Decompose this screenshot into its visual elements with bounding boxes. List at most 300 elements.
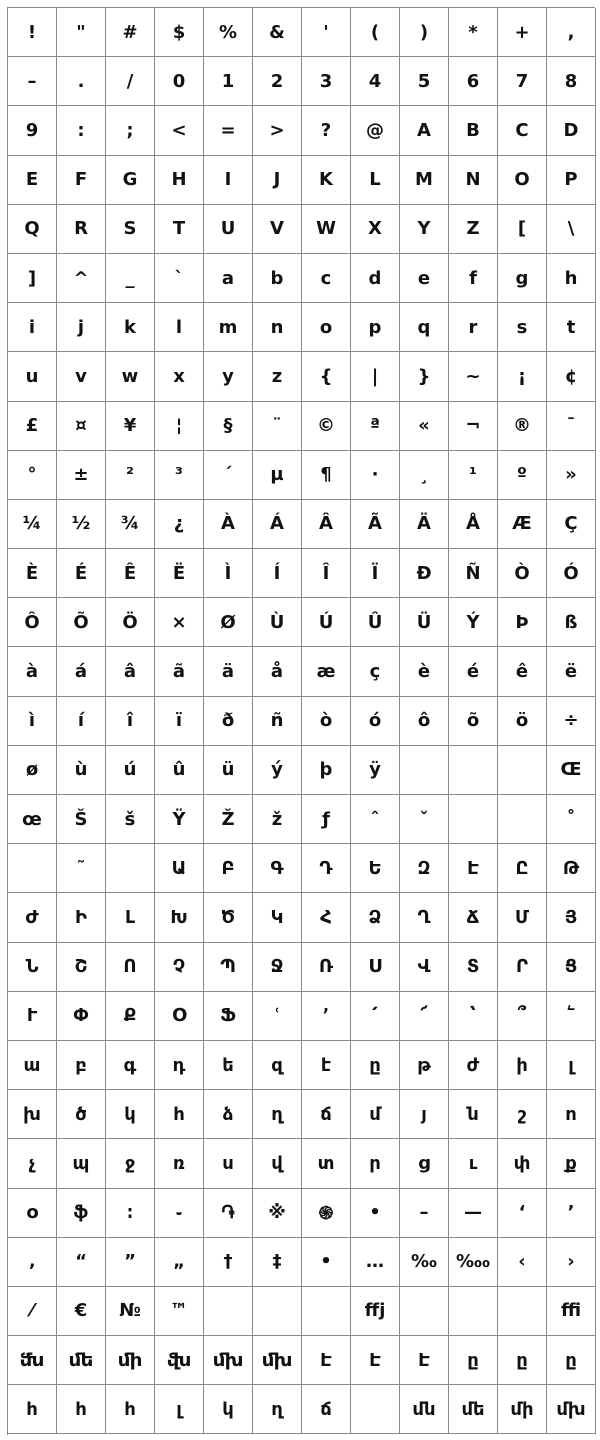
glyph-cell: ﬗ — [253, 1336, 302, 1385]
glyph-cell: շ — [498, 1090, 547, 1139]
glyph-cell — [449, 1287, 498, 1336]
glyph-cell: x — [155, 352, 204, 401]
glyph-cell: H — [155, 156, 204, 205]
glyph-cell: P — [547, 156, 596, 205]
glyph-cell — [302, 1287, 351, 1336]
glyph-cell: վ — [253, 1139, 302, 1188]
glyph-cell: — — [449, 1189, 498, 1238]
glyph-cell: ՛ — [351, 992, 400, 1041]
glyph-cell: ղ — [253, 1385, 302, 1434]
glyph-cell — [498, 746, 547, 795]
glyph-cell: ñ — [253, 697, 302, 746]
glyph-cell: ã — [155, 647, 204, 696]
glyph-cell: « — [400, 402, 449, 451]
glyph-cell: Խ — [155, 893, 204, 942]
glyph-cell: ճ — [302, 1385, 351, 1434]
glyph-cell: ¡ — [498, 352, 547, 401]
glyph-cell: ՝ — [449, 992, 498, 1041]
glyph-cell: V — [253, 205, 302, 254]
glyph-cell: ƒ — [302, 795, 351, 844]
glyph-cell: : — [57, 106, 106, 155]
glyph-cell: š — [106, 795, 155, 844]
glyph-cell — [204, 1287, 253, 1336]
glyph-cell: Ջ — [253, 943, 302, 992]
glyph-cell: ] — [8, 254, 57, 303]
glyph-cell: Z — [449, 205, 498, 254]
glyph-cell: ç — [351, 647, 400, 696]
glyph-cell: ß — [547, 598, 596, 647]
glyph-cell: Û — [351, 598, 400, 647]
glyph-cell: t — [547, 303, 596, 352]
glyph-cell: × — [155, 598, 204, 647]
glyph-cell: J — [253, 156, 302, 205]
glyph-cell: Ì — [204, 549, 253, 598]
glyph-cell: _ — [106, 254, 155, 303]
glyph-cell: ¢ — [547, 352, 596, 401]
glyph-cell: ﬓ — [8, 1336, 57, 1385]
glyph-cell: ' — [302, 8, 351, 57]
glyph-cell: n — [253, 303, 302, 352]
glyph-cell: / — [106, 57, 155, 106]
glyph-cell: Ֆ — [204, 992, 253, 1041]
glyph-cell: & — [253, 8, 302, 57]
glyph-cell: q — [400, 303, 449, 352]
glyph-cell: Է — [449, 844, 498, 893]
glyph-cell: Պ — [204, 943, 253, 992]
glyph-cell: ¬ — [449, 402, 498, 451]
glyph-cell: ® — [498, 402, 547, 451]
glyph-cell — [400, 1287, 449, 1336]
glyph-cell: õ — [449, 697, 498, 746]
glyph-cell: p — [351, 303, 400, 352]
glyph-cell: Ճ — [449, 893, 498, 942]
glyph-cell: Y — [400, 205, 449, 254]
glyph-cell: ± — [57, 451, 106, 500]
glyph-cell: ï — [155, 697, 204, 746]
glyph-cell: Փ — [57, 992, 106, 1041]
glyph-cell: í — [57, 697, 106, 746]
glyph-cell: $ — [155, 8, 204, 57]
glyph-cell: ä — [204, 647, 253, 696]
glyph-cell: ù — [57, 746, 106, 795]
glyph-cell: M — [400, 156, 449, 205]
glyph-cell: ﬖ — [155, 1336, 204, 1385]
glyph-cell: Î — [302, 549, 351, 598]
glyph-cell — [106, 844, 155, 893]
glyph-cell — [498, 795, 547, 844]
glyph-cell: Ý — [449, 598, 498, 647]
glyph-cell: ջ — [106, 1139, 155, 1188]
glyph-cell: w — [106, 352, 155, 401]
glyph-cell: ² — [106, 451, 155, 500]
glyph-cell: k — [106, 303, 155, 352]
glyph-cell: ճ — [302, 1090, 351, 1139]
glyph-cell: մի — [498, 1385, 547, 1434]
glyph-cell: մ — [351, 1090, 400, 1139]
glyph-cell: ր — [351, 1139, 400, 1188]
glyph-cell: Q — [8, 205, 57, 254]
glyph-cell: c — [302, 254, 351, 303]
glyph-cell: # — [106, 8, 155, 57]
glyph-cell: Յ — [547, 893, 596, 942]
glyph-cell: ՜ — [400, 992, 449, 1041]
glyph-cell: u — [8, 352, 57, 401]
glyph-cell: հ — [8, 1385, 57, 1434]
glyph-cell: ՙ — [253, 992, 302, 1041]
glyph-cell: ը — [449, 1336, 498, 1385]
glyph-cell — [498, 1287, 547, 1336]
glyph-cell: © — [302, 402, 351, 451]
glyph-cell: ¶ — [302, 451, 351, 500]
glyph-cell: հ — [155, 1090, 204, 1139]
glyph-cell: › — [547, 1238, 596, 1287]
glyph-cell: ւ — [449, 1139, 498, 1188]
glyph-cell: մե — [449, 1385, 498, 1434]
glyph-grid — [7, 7, 595, 1435]
glyph-cell: \ — [547, 205, 596, 254]
glyph-cell: … — [351, 1238, 400, 1287]
glyph-cell: £ — [8, 402, 57, 451]
glyph-cell: Կ — [253, 893, 302, 942]
glyph-cell: è — [400, 647, 449, 696]
glyph-cell: ե — [204, 1041, 253, 1090]
glyph-cell: ý — [253, 746, 302, 795]
glyph-cell: Ò — [498, 549, 547, 598]
glyph-cell: Ü — [400, 598, 449, 647]
glyph-cell: Հ — [302, 893, 351, 942]
glyph-cell: ո — [547, 1090, 596, 1139]
glyph-cell: Ռ — [302, 943, 351, 992]
glyph-cell: Œ — [547, 746, 596, 795]
glyph-cell: Ñ — [449, 549, 498, 598]
glyph-cell: 7 — [498, 57, 547, 106]
glyph-cell: Է — [302, 1336, 351, 1385]
glyph-cell: Շ — [57, 943, 106, 992]
glyph-cell: A — [400, 106, 449, 155]
glyph-cell: U — [204, 205, 253, 254]
glyph-cell: > — [253, 106, 302, 155]
glyph-cell: Ո — [106, 943, 155, 992]
glyph-cell: È — [8, 549, 57, 598]
glyph-cell: å — [253, 647, 302, 696]
glyph-cell: լ — [155, 1385, 204, 1434]
glyph-cell: 6 — [449, 57, 498, 106]
glyph-cell: ‰ — [400, 1238, 449, 1287]
glyph-cell: Ú — [302, 598, 351, 647]
glyph-cell: ա — [8, 1041, 57, 1090]
glyph-cell: ¼ — [8, 500, 57, 549]
glyph-cell: Տ — [449, 943, 498, 992]
glyph-cell: 5 — [400, 57, 449, 106]
glyph-cell: ` — [155, 254, 204, 303]
glyph-cell: o — [302, 303, 351, 352]
glyph-cell: ¾ — [106, 500, 155, 549]
glyph-cell: ֆ — [57, 1189, 106, 1238]
glyph-cell: œ — [8, 795, 57, 844]
glyph-cell: S — [106, 205, 155, 254]
glyph-cell: æ — [302, 647, 351, 696]
glyph-cell: Օ — [155, 992, 204, 1041]
glyph-cell: ‱ — [449, 1238, 498, 1287]
glyph-cell: Ó — [547, 549, 596, 598]
glyph-cell: ժ — [449, 1041, 498, 1090]
glyph-cell: á — [57, 647, 106, 696]
glyph-cell: ՟ — [547, 992, 596, 1041]
glyph-cell: – — [8, 57, 57, 106]
glyph-cell: տ — [302, 1139, 351, 1188]
glyph-cell: ¥ — [106, 402, 155, 451]
glyph-cell: Â — [302, 500, 351, 549]
glyph-cell: ձ — [204, 1090, 253, 1139]
glyph-cell: ð — [204, 697, 253, 746]
glyph-cell: կ — [204, 1385, 253, 1434]
glyph-cell: ‹ — [498, 1238, 547, 1287]
glyph-cell: ¸ — [400, 451, 449, 500]
glyph-cell: ü — [204, 746, 253, 795]
glyph-cell: ը — [351, 1041, 400, 1090]
glyph-cell — [449, 746, 498, 795]
glyph-cell: 8 — [547, 57, 596, 106]
glyph-cell: Ց — [547, 943, 596, 992]
glyph-cell: ¿ — [155, 500, 204, 549]
glyph-cell: Þ — [498, 598, 547, 647]
glyph-cell: b — [253, 254, 302, 303]
glyph-cell: À — [204, 500, 253, 549]
glyph-cell: ž — [253, 795, 302, 844]
glyph-cell: դ — [155, 1041, 204, 1090]
glyph-cell: № — [106, 1287, 155, 1336]
glyph-cell: û — [155, 746, 204, 795]
glyph-cell — [8, 844, 57, 893]
glyph-cell: µ — [253, 451, 302, 500]
glyph-cell: Ë — [155, 549, 204, 598]
glyph-cell: h — [547, 254, 596, 303]
glyph-cell: â — [106, 647, 155, 696]
glyph-cell: G — [106, 156, 155, 205]
glyph-cell: Ր — [498, 943, 547, 992]
glyph-cell: բ — [57, 1041, 106, 1090]
glyph-cell: " — [57, 8, 106, 57]
glyph-cell: Մ — [498, 893, 547, 942]
glyph-cell: 9 — [8, 106, 57, 155]
glyph-cell: Ձ — [351, 893, 400, 942]
glyph-cell: ռ — [155, 1139, 204, 1188]
glyph-cell: ô — [400, 697, 449, 746]
glyph-cell: º — [498, 451, 547, 500]
glyph-cell: ը — [547, 1336, 596, 1385]
glyph-cell: Թ — [547, 844, 596, 893]
glyph-cell: Ö — [106, 598, 155, 647]
glyph-cell: f — [449, 254, 498, 303]
glyph-cell: W — [302, 205, 351, 254]
glyph-cell: ´ — [204, 451, 253, 500]
glyph-cell: · — [351, 451, 400, 500]
glyph-cell: } — [400, 352, 449, 401]
glyph-cell: % — [204, 8, 253, 57]
glyph-cell: a — [204, 254, 253, 303]
glyph-cell: à — [8, 647, 57, 696]
glyph-cell: մխ — [547, 1385, 596, 1434]
glyph-cell: . — [57, 57, 106, 106]
glyph-cell: ö — [498, 697, 547, 746]
glyph-cell: գ — [106, 1041, 155, 1090]
glyph-cell: օ — [8, 1189, 57, 1238]
glyph-cell: Բ — [204, 844, 253, 893]
glyph-cell: Ø — [204, 598, 253, 647]
glyph-cell: B — [449, 106, 498, 155]
glyph-cell: „ — [155, 1238, 204, 1287]
glyph-cell: ˇ — [400, 795, 449, 844]
glyph-cell: ※ — [253, 1189, 302, 1238]
glyph-cell: i — [8, 303, 57, 352]
glyph-cell: Զ — [400, 844, 449, 893]
glyph-cell: = — [204, 106, 253, 155]
glyph-cell: L — [351, 156, 400, 205]
glyph-cell: ) — [400, 8, 449, 57]
glyph-cell: ի — [498, 1041, 547, 1090]
glyph-cell — [351, 1385, 400, 1434]
glyph-cell: R — [57, 205, 106, 254]
glyph-cell: ÷ — [547, 697, 596, 746]
glyph-cell — [253, 1287, 302, 1336]
glyph-cell: ֊ — [155, 1189, 204, 1238]
glyph-cell: î — [106, 697, 155, 746]
glyph-cell: ﬗ — [204, 1336, 253, 1385]
glyph-cell: D — [547, 106, 596, 155]
glyph-cell: ^ — [57, 254, 106, 303]
glyph-cell: , — [547, 8, 596, 57]
glyph-cell: հ — [57, 1385, 106, 1434]
glyph-cell: ﬃ — [547, 1287, 596, 1336]
glyph-cell: | — [351, 352, 400, 401]
glyph-cell: ﬕ — [106, 1336, 155, 1385]
glyph-cell: խ — [8, 1090, 57, 1139]
glyph-cell: հ — [106, 1385, 155, 1434]
glyph-cell: – — [400, 1189, 449, 1238]
glyph-cell: Ð — [400, 549, 449, 598]
glyph-cell: Ի — [57, 893, 106, 942]
glyph-cell: r — [449, 303, 498, 352]
glyph-cell: ; — [106, 106, 155, 155]
glyph-cell: K — [302, 156, 351, 205]
glyph-cell: m — [204, 303, 253, 352]
glyph-cell: Ã — [351, 500, 400, 549]
glyph-cell: { — [302, 352, 351, 401]
glyph-cell — [449, 795, 498, 844]
glyph-cell: ? — [302, 106, 351, 155]
glyph-cell: Ÿ — [155, 795, 204, 844]
glyph-cell: ˜ — [57, 844, 106, 893]
glyph-cell: • — [302, 1238, 351, 1287]
glyph-cell: Է — [400, 1336, 449, 1385]
glyph-cell: ó — [351, 697, 400, 746]
glyph-cell: d — [351, 254, 400, 303]
glyph-cell: Õ — [57, 598, 106, 647]
glyph-cell: Գ — [253, 844, 302, 893]
glyph-cell: 1 — [204, 57, 253, 106]
glyph-cell: մն — [400, 1385, 449, 1434]
glyph-cell: † — [204, 1238, 253, 1287]
glyph-cell: Í — [253, 549, 302, 598]
glyph-cell: ‘ — [498, 1189, 547, 1238]
glyph-cell: Ž — [204, 795, 253, 844]
glyph-cell: յ — [400, 1090, 449, 1139]
glyph-cell: X — [351, 205, 400, 254]
glyph-cell: պ — [57, 1139, 106, 1188]
glyph-cell: Ղ — [400, 893, 449, 942]
glyph-cell: [ — [498, 205, 547, 254]
glyph-cell: ‡ — [253, 1238, 302, 1287]
glyph-cell: Ա — [155, 844, 204, 893]
glyph-cell: þ — [302, 746, 351, 795]
glyph-cell: ¤ — [57, 402, 106, 451]
glyph-cell: ø — [8, 746, 57, 795]
glyph-cell: ց — [400, 1139, 449, 1188]
glyph-cell: ղ — [253, 1090, 302, 1139]
glyph-cell: Ն — [8, 943, 57, 992]
glyph-cell: ë — [547, 647, 596, 696]
glyph-cell: ˚ — [547, 795, 596, 844]
glyph-cell: ª — [351, 402, 400, 451]
glyph-cell: ¯ — [547, 402, 596, 451]
glyph-cell: ։ — [106, 1189, 155, 1238]
glyph-cell: լ — [547, 1041, 596, 1090]
glyph-cell: l — [155, 303, 204, 352]
glyph-cell: e — [400, 254, 449, 303]
glyph-cell: ⁄ — [8, 1287, 57, 1336]
glyph-cell: ’ — [547, 1189, 596, 1238]
glyph-cell: » — [547, 451, 596, 500]
glyph-cell: ê — [498, 647, 547, 696]
glyph-cell: Ե — [351, 844, 400, 893]
glyph-cell: * — [449, 8, 498, 57]
glyph-cell: y — [204, 352, 253, 401]
glyph-cell: ֏ — [204, 1189, 253, 1238]
glyph-cell: T — [155, 205, 204, 254]
glyph-cell: @ — [351, 106, 400, 155]
glyph-cell: ծ — [57, 1090, 106, 1139]
glyph-cell: ° — [8, 451, 57, 500]
glyph-cell: 4 — [351, 57, 400, 106]
glyph-cell: զ — [253, 1041, 302, 1090]
glyph-cell: ³ — [155, 451, 204, 500]
glyph-cell: É — [57, 549, 106, 598]
glyph-cell: կ — [106, 1090, 155, 1139]
glyph-cell: • — [351, 1189, 400, 1238]
glyph-cell: Ä — [400, 500, 449, 549]
glyph-cell: ” — [106, 1238, 155, 1287]
glyph-cell: ! — [8, 8, 57, 57]
glyph-cell: Å — [449, 500, 498, 549]
glyph-cell: ֍ — [302, 1189, 351, 1238]
glyph-cell: Á — [253, 500, 302, 549]
glyph-cell: I — [204, 156, 253, 205]
glyph-cell: ﬀj — [351, 1287, 400, 1336]
glyph-cell: g — [498, 254, 547, 303]
glyph-cell: F — [57, 156, 106, 205]
glyph-cell: ò — [302, 697, 351, 746]
glyph-cell: ¹ — [449, 451, 498, 500]
glyph-cell: < — [155, 106, 204, 155]
glyph-cell: Ï — [351, 549, 400, 598]
glyph-cell: է — [302, 1041, 351, 1090]
glyph-cell: ն — [449, 1090, 498, 1139]
glyph-cell: Չ — [155, 943, 204, 992]
glyph-cell: ( — [351, 8, 400, 57]
glyph-cell: փ — [498, 1139, 547, 1188]
glyph-cell: Լ — [106, 893, 155, 942]
glyph-cell: Š — [57, 795, 106, 844]
